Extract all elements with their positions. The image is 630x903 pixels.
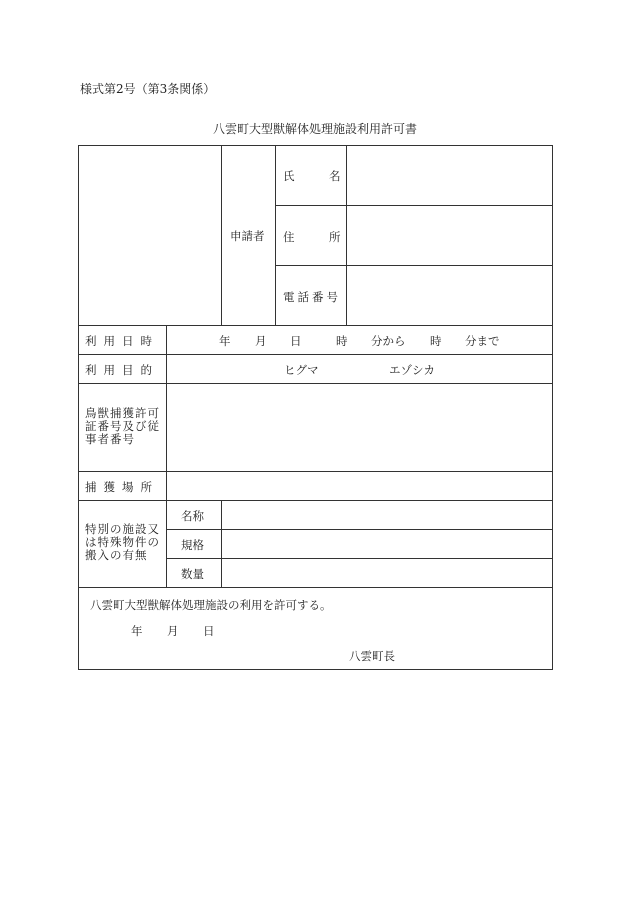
equipment-spec-label: 規格 <box>181 538 204 552</box>
applicant-label: 申請者 <box>230 229 265 243</box>
purpose-option-sika-deer: エゾシカ <box>389 363 435 377</box>
year-unit: 年 <box>219 334 231 348</box>
row-divider <box>275 205 553 206</box>
day-unit: 日 <box>290 334 302 348</box>
phone-label: 電話番号 <box>283 290 341 304</box>
issue-day-unit: 日 <box>203 624 215 638</box>
row-divider <box>166 558 553 559</box>
name-label: 氏 名 <box>283 169 341 183</box>
purpose-option-brown-bear: ヒグマ <box>284 363 319 377</box>
special-equipment-label: 特別の施設又は特殊物件の搬入の有無 <box>85 522 160 562</box>
equipment-quantity-label: 数量 <box>181 567 204 581</box>
column-divider <box>221 145 222 326</box>
column-divider <box>221 500 222 588</box>
row-divider <box>78 471 553 472</box>
column-divider <box>166 325 167 588</box>
row-divider <box>166 529 553 530</box>
row-divider <box>78 354 553 355</box>
issue-month-unit: 月 <box>167 624 179 638</box>
issue-year-unit: 年 <box>131 624 143 638</box>
equipment-name-label: 名称 <box>181 509 204 523</box>
usage-datetime-label: 利用日時 <box>85 334 159 348</box>
hour-unit: 時 <box>336 334 348 348</box>
form-number: 様式第2号（第3条関係） <box>80 82 216 96</box>
issuer-name: 八雲町長 <box>349 649 395 663</box>
permit-number-label: 鳥獣捕獲許可証番号及び従事者番号 <box>85 406 160 446</box>
from-minutes: 分から <box>371 334 406 348</box>
hour-unit-end: 時 <box>430 334 442 348</box>
row-divider <box>78 325 553 326</box>
table-border-bottom <box>78 669 553 670</box>
row-divider <box>78 587 553 588</box>
table-border-top <box>78 145 553 146</box>
capture-location-label: 捕獲場所 <box>85 480 159 494</box>
address-label: 住 所 <box>283 230 341 244</box>
table-border-right <box>552 145 553 670</box>
table-border-left <box>78 145 79 670</box>
document-title: 八雲町大型獣解体処理施設利用許可書 <box>212 122 417 136</box>
permit-statement: 八雲町大型獣解体処理施設の利用を許可する。 <box>90 598 332 612</box>
until-minutes: 分まで <box>465 334 500 348</box>
column-divider <box>346 145 347 326</box>
usage-purpose-label: 利用目的 <box>85 363 159 377</box>
row-divider <box>78 500 553 501</box>
row-divider <box>78 383 553 384</box>
column-divider <box>275 145 276 326</box>
row-divider <box>275 265 553 266</box>
month-unit: 月 <box>255 334 267 348</box>
